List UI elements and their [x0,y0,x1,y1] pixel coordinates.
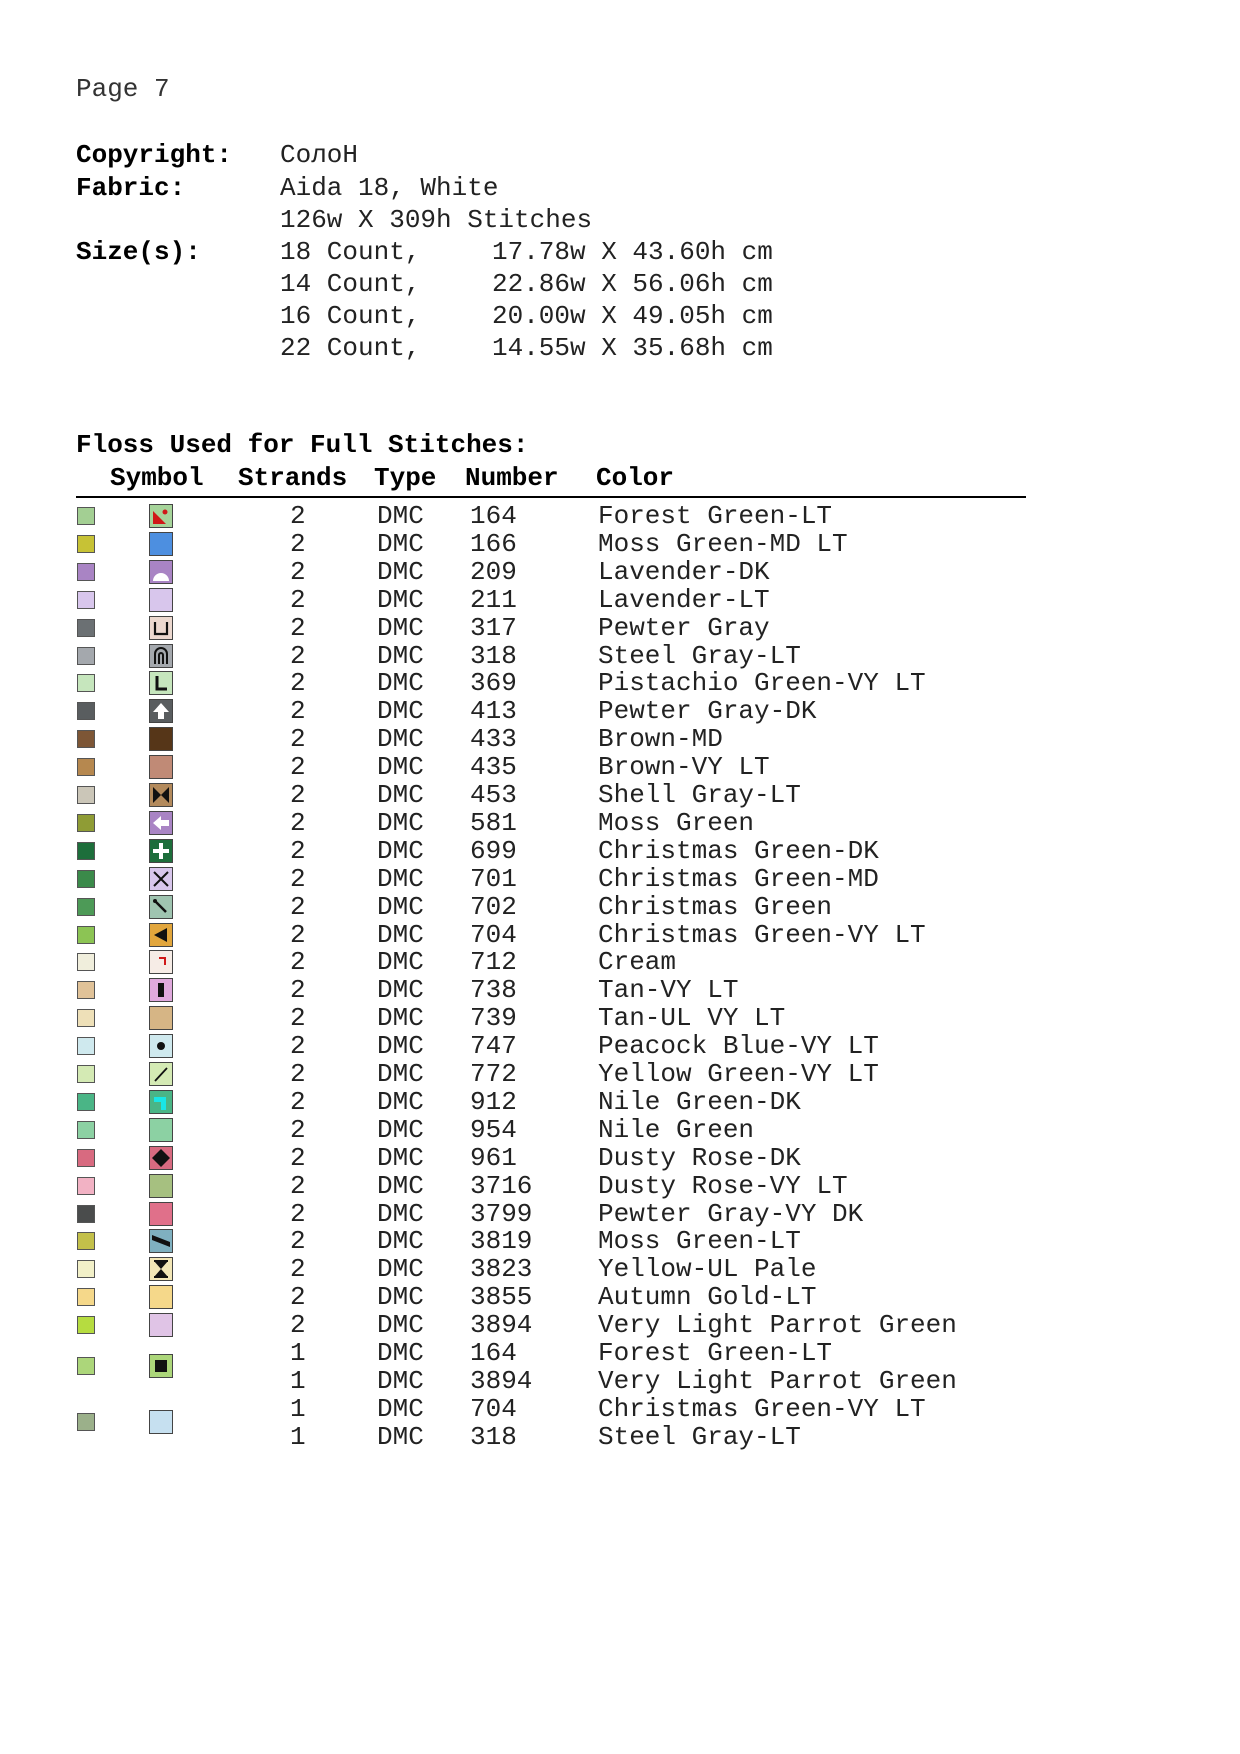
floss-color: Dusty Rose-VY LT [598,1170,848,1201]
solid-glyph-icon [150,1411,172,1433]
l-shape-glyph-icon [150,672,172,694]
floss-number: 3819 [470,1226,533,1257]
floss-type: DMC [377,1226,424,1257]
floss-symbol [149,1090,173,1114]
floss-row [0,613,1240,644]
floss-strands: 2 [290,1059,306,1089]
floss-strands: 2 [290,612,306,643]
floss-strands: 2 [290,947,306,978]
arrow-left-glyph-icon [150,812,172,834]
floss-color: Nile Green-DK [598,1086,801,1117]
floss-number: 318 [470,1421,517,1452]
floss-strands: 2 [290,584,306,615]
floss-number: 704 [470,1393,517,1424]
floss-color: Forest Green-LT [598,1338,833,1368]
floss-type: DMC [377,1059,424,1089]
solid-glyph-icon [150,728,172,750]
floss-color: Brown-VY LT [598,752,770,783]
fabric-value: Aida 18, White [280,173,499,203]
solid-glyph-icon [150,533,172,555]
sizes-label: Size(s): [76,237,201,267]
bar-glyph-icon [150,979,172,1001]
floss-color-swatch [77,758,95,776]
floss-color: Very Light Parrot Green [598,1310,957,1341]
red-corner-small-glyph-icon [150,951,172,973]
floss-row [0,529,1240,560]
floss-color-swatch [77,563,95,581]
floss-row [0,808,1240,839]
floss-strands: 2 [290,975,306,1006]
floss-type: DMC [377,891,424,922]
floss-strands: 1 [290,1421,306,1452]
floss-symbol [149,532,173,556]
floss-row [0,1282,1240,1313]
floss-symbol [149,1285,173,1309]
floss-color: Cream [598,947,677,978]
floss-color-swatch [77,535,95,553]
floss-color-swatch [77,702,95,720]
solid-glyph-icon [150,1119,172,1141]
floss-blend-symbol [149,1354,173,1378]
floss-color: Nile Green [598,1114,755,1145]
floss-strands: 2 [290,696,306,727]
diag-glyph-icon [150,896,172,918]
arch-glyph-icon [150,645,172,667]
floss-symbol [149,504,173,528]
floss-row [0,1254,1240,1285]
page-number: Page 7 [76,74,170,104]
floss-symbol [149,978,173,1002]
hourglass-glyph-icon [150,1258,172,1280]
floss-type: DMC [377,1114,424,1145]
floss-number: 369 [470,668,517,699]
floss-row [0,1059,1240,1090]
floss-color: Christmas Green-MD [598,863,879,894]
size-count: 14 Count, [280,269,421,299]
floss-type: DMC [377,1003,424,1034]
floss-color: Tan-VY LT [598,975,739,1006]
floss-color: Lavender-DK [598,556,770,587]
floss-type: DMC [377,556,424,587]
solid-glyph-icon [150,589,172,611]
cup-glyph-icon [150,617,172,639]
floss-symbol [149,1229,173,1253]
fabric-label: Fabric: [76,173,186,203]
band-glyph-icon [150,1230,172,1252]
floss-row [0,780,1240,811]
floss-color-swatch [77,730,95,748]
floss-blend-swatch [77,1413,95,1431]
floss-color: Peacock Blue-VY LT [598,1031,879,1062]
size-dimensions: 22.86w X 56.06h cm [492,269,773,299]
floss-strands: 2 [290,1086,306,1117]
solid-glyph-icon [150,1314,172,1336]
floss-type: DMC [377,1365,424,1396]
floss-color: Christmas Green-DK [598,835,879,866]
size-count: 16 Count, [280,301,421,331]
floss-number: 3894 [470,1310,533,1341]
size-dimensions: 14.55w X 35.68h cm [492,333,773,363]
floss-type: DMC [377,612,424,643]
floss-number: 435 [470,752,517,783]
floss-strands: 2 [290,668,306,699]
floss-row [0,557,1240,588]
floss-color-swatch [77,842,95,860]
floss-strands: 2 [290,501,306,531]
floss-color: Pewter Gray [598,612,770,643]
bowtie-glyph-icon [150,784,172,806]
floss-color-swatch [77,647,95,665]
floss-row [0,947,1240,978]
floss-row [0,920,1240,951]
floss-symbol [149,699,173,723]
floss-type: DMC [377,752,424,783]
floss-color-swatch [77,814,95,832]
floss-symbol [149,923,173,947]
floss-strands: 2 [290,1254,306,1285]
floss-number: 317 [470,612,517,643]
floss-color: Moss Green-LT [598,1226,801,1257]
floss-number: 413 [470,696,517,727]
floss-type: DMC [377,807,424,838]
floss-color: Steel Gray-LT [598,640,801,671]
floss-type: DMC [377,640,424,671]
floss-number: 209 [470,556,517,587]
floss-row [0,1087,1240,1118]
floss-symbol [149,616,173,640]
floss-symbol [149,895,173,919]
floss-blend-line [0,1394,1240,1425]
floss-number: 166 [470,528,517,559]
floss-type: DMC [377,1170,424,1201]
floss-color: Pistachio Green-VY LT [598,668,926,699]
floss-strands: 2 [290,835,306,866]
half-circle-glyph-icon [150,561,172,583]
floss-type: DMC [377,668,424,699]
floss-color-swatch [77,1232,95,1250]
floss-color: Shell Gray-LT [598,780,801,810]
floss-row [0,1003,1240,1034]
floss-symbol [149,1174,173,1198]
floss-row [0,1199,1240,1230]
floss-color: Tan-UL VY LT [598,1003,786,1034]
floss-strands: 1 [290,1365,306,1396]
floss-color-swatch [77,786,95,804]
floss-symbol [149,588,173,612]
floss-type: DMC [377,1198,424,1229]
floss-number: 3855 [470,1282,533,1313]
floss-type: DMC [377,975,424,1006]
floss-color: Christmas Green [598,891,833,922]
cyan-corner-glyph-icon [150,1091,172,1113]
floss-row [0,1031,1240,1062]
floss-number: 738 [470,975,517,1006]
floss-row [0,836,1240,867]
floss-color-swatch [77,591,95,609]
floss-color-swatch [77,1316,95,1334]
floss-type: DMC [377,1338,424,1368]
floss-strands: 2 [290,640,306,671]
floss-color: Moss Green [598,807,755,838]
floss-number: 954 [470,1114,517,1145]
floss-symbol [149,1257,173,1281]
floss-number: 712 [470,947,517,978]
floss-symbol [149,811,173,835]
floss-color: Autumn Gold-LT [598,1282,817,1313]
floss-color-swatch [77,1149,95,1167]
floss-type: DMC [377,1393,424,1424]
header-color: Color [596,463,675,493]
floss-type: DMC [377,528,424,559]
floss-strands: 2 [290,528,306,559]
floss-color: Dusty Rose-DK [598,1142,801,1173]
floss-number: 3823 [470,1254,533,1285]
floss-symbol [149,1062,173,1086]
floss-type: DMC [377,863,424,894]
floss-symbol [149,1034,173,1058]
solid-glyph-icon [150,756,172,778]
floss-row [0,892,1240,923]
copyright-label: Copyright: [76,140,233,170]
floss-strands: 2 [290,1310,306,1341]
header-rule [76,496,1026,498]
plus-glyph-icon [150,840,172,862]
floss-number: 747 [470,1031,517,1062]
square-glyph-icon [150,1355,172,1377]
floss-color: Pewter Gray-VY DK [598,1198,864,1229]
dot-glyph-icon [150,1035,172,1057]
floss-color: Forest Green-LT [598,501,833,531]
floss-type: DMC [377,919,424,950]
floss-number: 318 [470,640,517,671]
size-dimensions: 20.00w X 49.05h cm [492,301,773,331]
solid-glyph-icon [150,1203,172,1225]
floss-type: DMC [377,724,424,755]
floss-row [0,1171,1240,1202]
floss-type: DMC [377,835,424,866]
floss-color-swatch [77,981,95,999]
red-corner-glyph-icon [150,505,172,527]
floss-row [0,975,1240,1006]
floss-number: 961 [470,1142,517,1173]
floss-color-swatch [77,1177,95,1195]
header-symbol: Symbol [110,463,204,493]
floss-type: DMC [377,1254,424,1285]
floss-color-swatch [77,1009,95,1027]
floss-strands: 2 [290,1198,306,1229]
floss-type: DMC [377,1142,424,1173]
floss-row [0,585,1240,616]
floss-color-swatch [77,898,95,916]
floss-number: 701 [470,863,517,894]
floss-row [0,1310,1240,1341]
floss-row [0,1226,1240,1257]
floss-color: Pewter Gray-DK [598,696,817,727]
floss-symbol [149,1146,173,1170]
size-count: 22 Count, [280,333,421,363]
floss-color: Lavender-LT [598,584,770,615]
floss-symbol [149,644,173,668]
floss-row [0,864,1240,895]
floss-number: 453 [470,780,517,810]
floss-symbol [149,727,173,751]
floss-type: DMC [377,696,424,727]
floss-section-title: Floss Used for Full Stitches: [76,430,529,460]
floss-number: 702 [470,891,517,922]
floss-number: 699 [470,835,517,866]
floss-color-swatch [77,953,95,971]
floss-strands: 1 [290,1338,306,1368]
floss-row [0,724,1240,755]
floss-row [0,1115,1240,1146]
floss-symbol [149,950,173,974]
floss-strands: 2 [290,807,306,838]
x-glyph-icon [150,868,172,890]
floss-color-swatch [77,1065,95,1083]
size-count: 18 Count, [280,237,421,267]
floss-color-swatch [77,1205,95,1223]
floss-color: Moss Green-MD LT [598,528,848,559]
floss-type: DMC [377,780,424,810]
floss-strands: 2 [290,1142,306,1173]
floss-symbol [149,1118,173,1142]
floss-color-swatch [77,1093,95,1111]
floss-symbol [149,783,173,807]
floss-type: DMC [377,1031,424,1062]
floss-row [0,641,1240,672]
floss-number: 211 [470,584,517,615]
floss-strands: 2 [290,863,306,894]
floss-symbol [149,867,173,891]
header-strands: Strands [238,463,348,493]
floss-blend-line [0,1338,1240,1369]
floss-symbol [149,671,173,695]
floss-row [0,1143,1240,1174]
floss-strands: 2 [290,1114,306,1145]
floss-strands: 2 [290,1170,306,1201]
slash-glyph-icon [150,1063,172,1085]
copyright-value: СолоН [280,140,359,170]
floss-number: 3894 [470,1365,533,1396]
floss-color-swatch [77,1260,95,1278]
floss-number: 3799 [470,1198,533,1229]
floss-number: 581 [470,807,517,838]
floss-strands: 2 [290,724,306,755]
floss-strands: 2 [290,1031,306,1062]
floss-number: 912 [470,1086,517,1117]
floss-number: 164 [470,501,517,531]
floss-strands: 1 [290,1393,306,1424]
floss-number: 433 [470,724,517,755]
stitch-count: 126w X 309h Stitches [280,205,593,235]
floss-color-swatch [77,1121,95,1139]
floss-type: DMC [377,947,424,978]
floss-color-swatch [77,926,95,944]
floss-strands: 2 [290,891,306,922]
floss-type: DMC [377,1310,424,1341]
floss-color-swatch [77,507,95,525]
floss-color-swatch [77,1037,95,1055]
floss-color: Steel Gray-LT [598,1421,801,1452]
floss-number: 772 [470,1059,517,1089]
floss-color: Christmas Green-VY LT [598,919,926,950]
floss-strands: 2 [290,752,306,783]
floss-type: DMC [377,501,424,531]
floss-color: Brown-MD [598,724,723,755]
floss-blend-symbol [149,1410,173,1434]
floss-symbol [149,839,173,863]
floss-strands: 2 [290,1282,306,1313]
floss-number: 704 [470,919,517,950]
floss-number: 3716 [470,1170,533,1201]
floss-symbol [149,1006,173,1030]
floss-blend-line [0,1366,1240,1397]
size-dimensions: 17.78w X 43.60h cm [492,237,773,267]
floss-strands: 2 [290,780,306,810]
floss-color: Christmas Green-VY LT [598,1393,926,1424]
floss-symbol [149,1313,173,1337]
floss-blend-line [0,1422,1240,1453]
floss-type: DMC [377,1086,424,1117]
floss-color-swatch [77,870,95,888]
floss-strands: 2 [290,556,306,587]
floss-number: 164 [470,1338,517,1368]
floss-row [0,752,1240,783]
floss-row [0,501,1240,532]
header-number: Number [465,463,559,493]
floss-symbol [149,560,173,584]
floss-symbol [149,1202,173,1226]
floss-type: DMC [377,1421,424,1452]
floss-color: Very Light Parrot Green [598,1365,957,1396]
floss-color: Yellow Green-VY LT [598,1059,879,1089]
floss-number: 739 [470,1003,517,1034]
floss-strands: 2 [290,919,306,950]
arrow-up-glyph-icon [150,700,172,722]
floss-type: DMC [377,584,424,615]
floss-symbol [149,755,173,779]
floss-row [0,668,1240,699]
floss-color-swatch [77,1288,95,1306]
header-type: Type [374,463,437,493]
floss-color: Yellow-UL Pale [598,1254,817,1285]
tri-left-glyph-icon [150,924,172,946]
floss-strands: 2 [290,1003,306,1034]
floss-type: DMC [377,1282,424,1313]
solid-glyph-icon [150,1175,172,1197]
floss-color-swatch [77,619,95,637]
floss-strands: 2 [290,1226,306,1257]
diamond-glyph-icon [150,1147,172,1169]
solid-glyph-icon [150,1286,172,1308]
solid-glyph-icon [150,1007,172,1029]
floss-row [0,696,1240,727]
floss-color-swatch [77,674,95,692]
floss-blend-swatch [77,1357,95,1375]
